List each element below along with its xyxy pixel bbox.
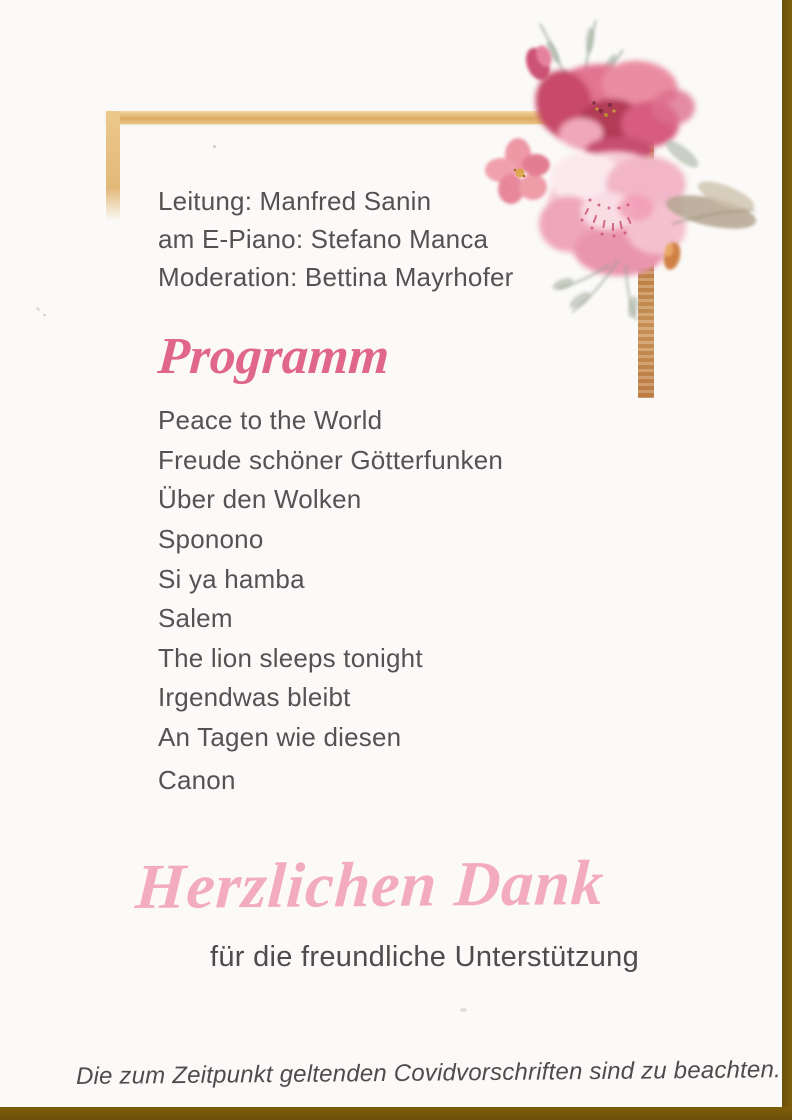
song-item: Freude schöner Götterfunken xyxy=(158,444,504,475)
scan-edge-bottom xyxy=(0,1107,792,1120)
credit-line-piano: am E-Piano: Stefano Manca xyxy=(158,224,489,254)
song-item: The lion sleeps tonight xyxy=(158,642,423,673)
scan-speck xyxy=(213,145,216,148)
gold-frame-left-line xyxy=(106,111,120,221)
song-item: Sponono xyxy=(158,524,264,555)
song-item: Si ya hamba xyxy=(158,563,305,594)
credit-line-leitung: Leitung: Manfred Sanin xyxy=(158,186,432,216)
song-item: An Tagen wie diesen xyxy=(158,722,402,753)
credits-block xyxy=(158,182,514,296)
scan-speck xyxy=(43,314,46,316)
song-item: Irgendwas bleibt xyxy=(158,682,351,713)
program-heading: Programm xyxy=(156,328,392,385)
scan-speck xyxy=(460,1008,467,1012)
scan-edge-right xyxy=(782,0,792,1120)
covid-notice: Die zum Zeitpunkt geltenden Covidvorschriften sind zu beachten. xyxy=(75,1056,782,1090)
thanks-heading: Herzlichen Dank xyxy=(133,846,607,923)
song-item: Über den Wolken xyxy=(158,484,362,515)
song-item: Salem xyxy=(158,603,233,634)
scan-speck xyxy=(36,307,40,311)
song-list xyxy=(158,401,503,800)
song-item: Peace to the World xyxy=(158,405,383,436)
credit-line-moderation: Moderation: Bettina Mayrhofer xyxy=(158,262,514,292)
thanks-subheading: für die freundliche Unterstützung xyxy=(210,941,640,973)
song-item: Canon xyxy=(158,764,236,795)
